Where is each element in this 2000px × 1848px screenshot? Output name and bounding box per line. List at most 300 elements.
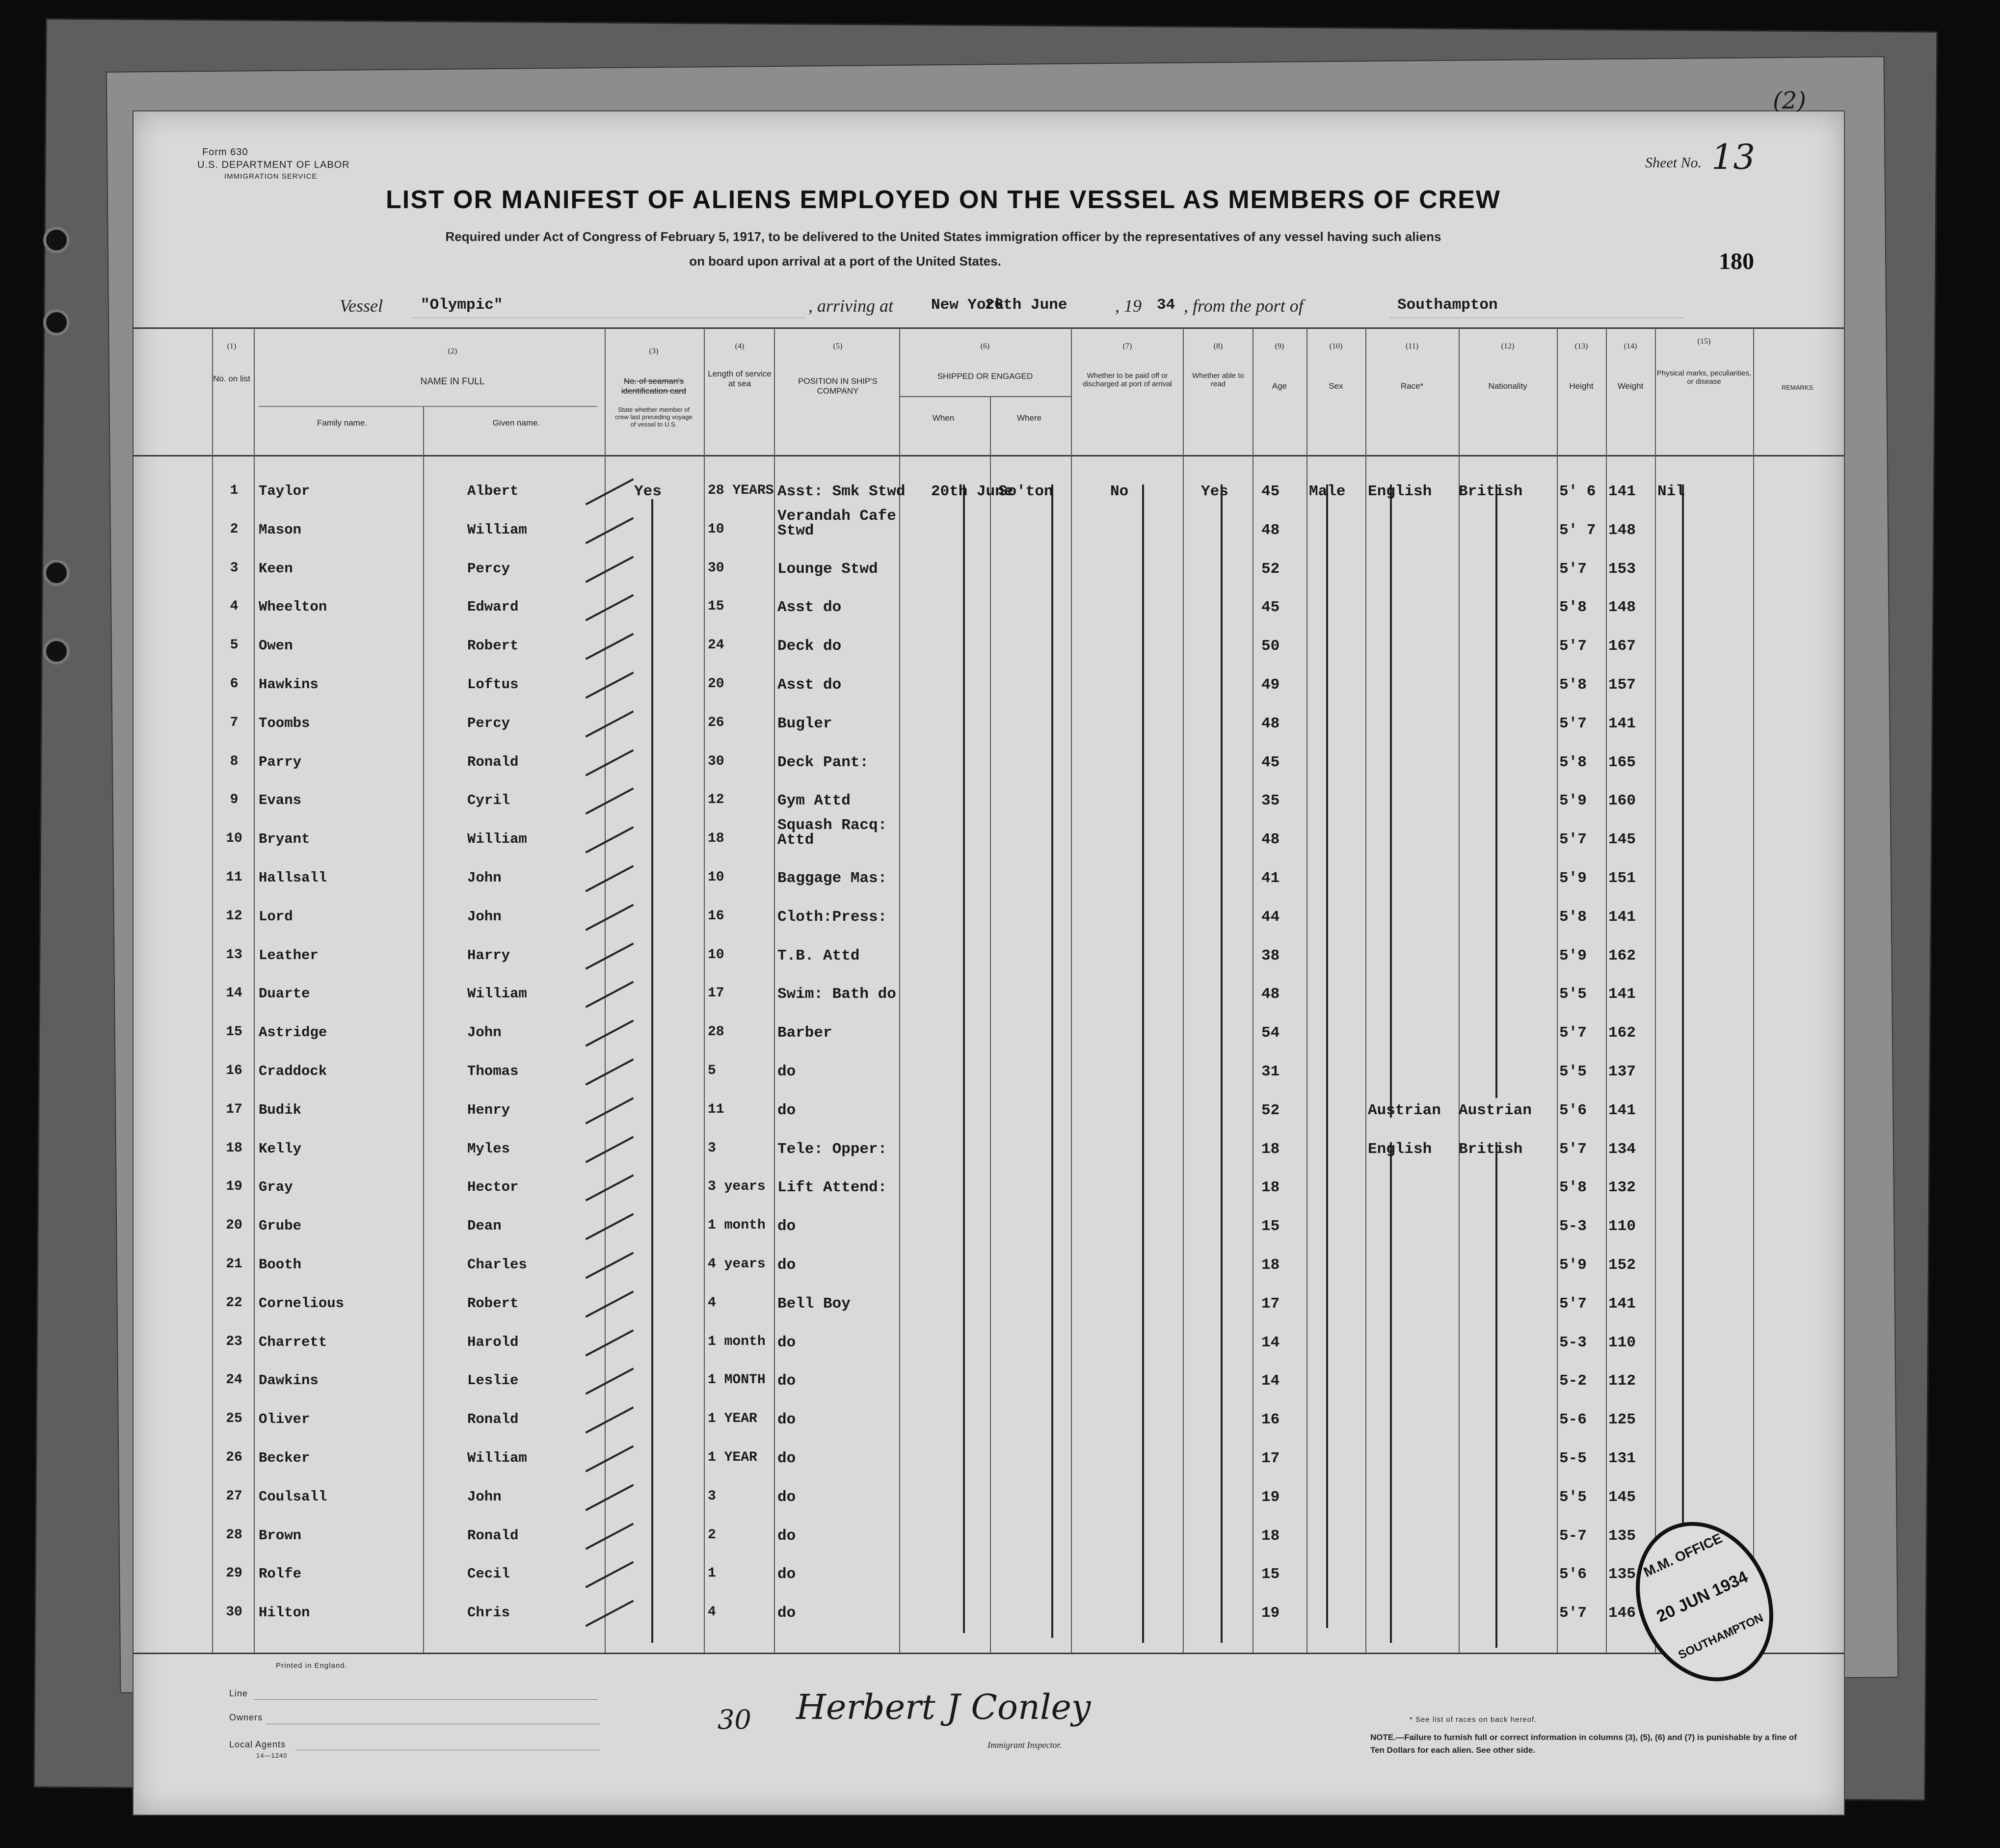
row-number-cell: 30 (226, 1605, 242, 1620)
position-cell: do (777, 1372, 796, 1390)
row-number-cell: 18 (226, 1140, 242, 1156)
height-cell: 5'7 (1559, 1024, 1587, 1042)
length-of-service-cell: 30 (708, 753, 724, 769)
given-name-cell: John (467, 1024, 502, 1041)
penalty-note: NOTE.—Failure to furnish full or correct information in columns (3), (5), (6) and (7) is punishable by a fine of Ten Dollars for each alien. See other side. (1370, 1733, 1797, 1755)
length-of-service-cell: 15 (708, 599, 724, 615)
family-name-cell: Astridge (259, 1024, 327, 1041)
table-row (133, 1168, 1844, 1207)
col-age: Age (1272, 381, 1287, 391)
height-cell: 5'8 (1559, 908, 1587, 926)
height-cell: 5-5 (1559, 1450, 1587, 1467)
previous-voyage-cell: Yes (634, 483, 662, 500)
weight-cell: 110 (1608, 1218, 1636, 1235)
arrival-year: 34 (1157, 296, 1175, 314)
height-cell: 5'5 (1559, 986, 1587, 1003)
age-cell: 38 (1261, 947, 1280, 964)
weight-cell: 141 (1608, 1295, 1636, 1312)
given-name-cell: Cecil (467, 1566, 510, 1582)
age-cell: 41 (1261, 870, 1280, 887)
col3-number: (3) (649, 347, 659, 355)
age-cell: 17 (1261, 1450, 1280, 1467)
given-name-cell: Hector (467, 1179, 519, 1196)
table-row (133, 898, 1844, 937)
col12-number: (12) (1501, 342, 1515, 350)
table-row (133, 781, 1844, 820)
weight-cell: 157 (1608, 676, 1636, 694)
row-number-cell: 14 (226, 986, 242, 1001)
given-name-cell: Albert (467, 483, 519, 499)
race-cell: Austrian (1368, 1101, 1441, 1119)
form-code: 14—1240 (256, 1752, 288, 1759)
nationality-cell: British (1459, 1140, 1523, 1158)
family-name-cell: Craddock (259, 1063, 327, 1079)
col-physical-marks: Physical marks, peculiarities, or disease (1656, 369, 1752, 386)
corner-mark: (2) (1773, 87, 1806, 114)
age-cell: 15 (1261, 1218, 1280, 1235)
col-name-in-full: NAME IN FULL (420, 376, 485, 387)
row-number-cell: 8 (230, 753, 239, 769)
row-number-cell: 7 (230, 715, 239, 730)
position-cell: Gym Attd (777, 792, 851, 810)
page-number: 180 (1719, 248, 1754, 274)
length-of-service-cell: 3 years (708, 1179, 766, 1195)
col-race: Race* (1400, 381, 1424, 391)
weight-cell: 141 (1608, 908, 1636, 926)
length-of-service-cell: 24 (708, 638, 724, 653)
position-cell: Asst: Smk Stwd (777, 483, 906, 500)
height-cell: 5'8 (1559, 676, 1587, 694)
length-of-service-cell: 4 (708, 1605, 716, 1620)
inspector-signature: Herbert J Conley (796, 1687, 1091, 1727)
weight-cell: 148 (1608, 599, 1636, 616)
given-name-cell: John (467, 908, 502, 925)
row-number-cell: 3 (230, 560, 239, 576)
family-name-cell: Parry (259, 753, 302, 770)
race-cell: English (1368, 1140, 1432, 1158)
col-when: When (932, 413, 955, 423)
position-cell: do (777, 1334, 796, 1351)
given-name-cell: Chris (467, 1605, 510, 1621)
col-position: POSITION IN SHIP'S COMPANY (798, 376, 878, 396)
family-name-cell: Grube (259, 1218, 302, 1234)
row-number-cell: 5 (230, 638, 239, 653)
given-name-cell: Ronald (467, 1527, 519, 1544)
height-cell: 5'7 (1559, 1605, 1587, 1622)
position-cell: do (777, 1527, 796, 1545)
length-of-service-cell: 10 (708, 870, 724, 885)
height-cell: 5-7 (1559, 1527, 1587, 1545)
length-of-service-cell: 17 (708, 986, 724, 1001)
table-row (133, 1517, 1844, 1555)
arriving-label: , arriving at (808, 296, 894, 316)
weight-cell: 162 (1608, 1024, 1636, 1042)
height-cell: 5'5 (1559, 1063, 1587, 1080)
table-row (133, 1091, 1844, 1130)
table-row (133, 472, 1844, 511)
length-of-service-cell: 12 (708, 792, 724, 808)
row-number-cell: 24 (226, 1372, 242, 1388)
family-name-cell: Wheelton (259, 599, 327, 616)
age-cell: 48 (1261, 831, 1280, 849)
position-cell: do (777, 1605, 796, 1622)
race-note: * See list of races on back hereof. (1410, 1715, 1537, 1724)
weight-cell: 151 (1608, 870, 1636, 887)
given-name-cell: John (467, 1488, 502, 1505)
stamp-top: M.M. OFFICE (1641, 1530, 1725, 1580)
shipped-where-cell: So'ton (998, 483, 1053, 500)
weight-cell: 125 (1608, 1411, 1636, 1429)
given-name-cell: Henry (467, 1101, 510, 1118)
col6-number: (6) (980, 342, 990, 350)
position-cell: do (777, 1101, 796, 1119)
family-name-cell: Toombs (259, 715, 310, 731)
table-row (133, 1130, 1844, 1169)
col5-number: (5) (833, 342, 843, 350)
row-number-cell: 20 (226, 1218, 242, 1233)
length-of-service-cell: 1 month (708, 1334, 766, 1349)
family-name-cell: Duarte (259, 986, 310, 1002)
length-of-service-cell: 16 (708, 908, 724, 924)
from-label: , from the port of (1184, 296, 1304, 316)
manifest-sheet (133, 87, 1845, 1816)
age-cell: 45 (1261, 599, 1280, 616)
position-cell: do (777, 1411, 796, 1429)
length-of-service-cell: 1 month (708, 1218, 766, 1233)
family-name-cell: Keen (259, 560, 293, 577)
table-row (133, 507, 1844, 550)
weight-cell: 153 (1608, 560, 1636, 578)
given-name-cell: Leslie (467, 1372, 519, 1389)
given-name-cell: Percy (467, 715, 510, 731)
col-previous-voyage: State whether member of crew last preceding voyage of vessel to U.S. (615, 406, 693, 428)
length-of-service-cell: 1 YEAR (708, 1450, 757, 1465)
position-cell: do (777, 1063, 796, 1080)
family-name-cell: Budik (259, 1101, 302, 1118)
family-name-cell: Gray (259, 1179, 293, 1196)
family-name-cell: Dawkins (259, 1372, 319, 1389)
family-name-cell: Hallsall (259, 870, 327, 886)
row-number-cell: 23 (226, 1334, 242, 1349)
family-name-cell: Becker (259, 1450, 310, 1466)
length-of-service-cell: 20 (708, 676, 724, 692)
age-cell: 45 (1261, 483, 1280, 500)
height-cell: 5'7 (1559, 1295, 1587, 1312)
col11-number: (11) (1405, 342, 1419, 350)
length-of-service-cell: 1 (708, 1566, 716, 1581)
position-cell: do (777, 1566, 796, 1583)
length-of-service-cell: 1 YEAR (708, 1411, 757, 1427)
table-row (133, 627, 1844, 666)
position-cell: Bugler (777, 715, 832, 732)
age-cell: 52 (1261, 1101, 1280, 1119)
service: IMMIGRATION SERVICE (224, 172, 318, 181)
length-of-service-cell: 4 (708, 1295, 716, 1311)
weight-cell: 141 (1608, 715, 1636, 732)
row-number-cell: 19 (226, 1179, 242, 1195)
given-name-cell: Robert (467, 638, 519, 654)
length-of-service-cell: 18 (708, 831, 724, 847)
given-name-cell: Dean (467, 1218, 502, 1234)
given-name-cell: William (467, 1450, 527, 1466)
row-number-cell: 16 (226, 1063, 242, 1078)
family-name-cell: Evans (259, 792, 302, 809)
age-cell: 14 (1261, 1372, 1280, 1390)
given-name-cell: Harold (467, 1334, 519, 1350)
weight-cell: 141 (1608, 986, 1636, 1003)
given-name-cell: Charles (467, 1257, 527, 1273)
document-title: LIST OR MANIFEST OF ALIENS EMPLOYED ON THE VESSEL AS MEMBERS OF CREW (386, 186, 1501, 214)
subtitle-line-2: on board upon arrival at a port of the United States. (689, 254, 1001, 268)
age-cell: 31 (1261, 1063, 1280, 1080)
height-cell: 5-6 (1559, 1411, 1587, 1429)
height-cell: 5'8 (1559, 599, 1587, 616)
length-of-service-cell: 30 (708, 560, 724, 576)
height-cell: 5'7 (1559, 831, 1587, 849)
age-cell: 49 (1261, 676, 1280, 694)
weight-cell: 134 (1608, 1140, 1636, 1158)
row-number-cell: 26 (226, 1450, 242, 1465)
table-row (133, 550, 1844, 589)
family-name-cell: Hawkins (259, 676, 319, 693)
position-cell: do (777, 1257, 796, 1274)
row-number-cell: 1 (230, 483, 239, 498)
col8-number: (8) (1213, 342, 1223, 350)
nationality-cell: Austrian (1459, 1101, 1532, 1119)
arrival-date: 26th June (985, 296, 1067, 314)
family-name-cell: Taylor (259, 483, 310, 499)
punch-hole (43, 638, 70, 665)
nationality-cell: British (1459, 483, 1523, 500)
able-to-read-cell: Yes (1201, 483, 1228, 500)
age-cell: 19 (1261, 1488, 1280, 1506)
age-cell: 48 (1261, 521, 1280, 539)
given-name-cell: William (467, 521, 527, 538)
age-cell: 54 (1261, 1024, 1280, 1042)
table-row (133, 704, 1844, 743)
position-cell: Asst do (777, 599, 842, 616)
table-row (133, 1052, 1844, 1091)
col14-number: (14) (1624, 342, 1637, 350)
height-cell: 5'9 (1559, 792, 1587, 810)
height-cell: 5'7 (1559, 638, 1587, 655)
height-cell: 5' 6 (1559, 483, 1596, 500)
col15-number: (15) (1697, 337, 1711, 346)
col-height: Height (1569, 381, 1594, 391)
weight-cell: 141 (1608, 483, 1636, 500)
weight-cell: 145 (1608, 1488, 1636, 1506)
given-name-cell: Thomas (467, 1063, 519, 1079)
col-seaman-card: No. of seaman's identification card (621, 376, 687, 396)
col-where: Where (1016, 413, 1042, 423)
sheet-number: 13 (1711, 137, 1756, 177)
height-cell: 5'6 (1559, 1566, 1587, 1583)
height-cell: 5'9 (1559, 870, 1587, 887)
col9-number: (9) (1275, 342, 1284, 350)
row-number-cell: 22 (226, 1295, 242, 1311)
family-name-cell: Cornelious (259, 1295, 345, 1312)
row-number-cell: 13 (226, 947, 242, 963)
given-name-cell: Loftus (467, 676, 519, 693)
position-cell: T.B. Attd (777, 947, 860, 964)
length-of-service-cell: 10 (708, 521, 724, 537)
given-name-cell: William (467, 986, 527, 1002)
position-cell: Lounge Stwd (777, 560, 878, 578)
length-of-service-cell: 1 MONTH (708, 1372, 766, 1388)
age-cell: 15 (1261, 1566, 1280, 1583)
row-number-cell: 2 (230, 521, 239, 537)
col-length-of-service: Length of service at sea (708, 369, 772, 388)
col13-number: (13) (1574, 342, 1588, 350)
family-name-cell: Booth (259, 1257, 302, 1273)
age-cell: 48 (1261, 986, 1280, 1003)
col-weight: Weight (1617, 381, 1644, 391)
given-name-cell: William (467, 831, 527, 848)
table-row (133, 1439, 1844, 1478)
height-cell: 5-3 (1559, 1218, 1587, 1235)
shipped-when-cell: 20th June (931, 483, 1013, 500)
age-cell: 45 (1261, 753, 1280, 771)
length-of-service-cell: 10 (708, 947, 724, 963)
row-number-cell: 21 (226, 1257, 242, 1272)
row-number-cell: 15 (226, 1024, 242, 1040)
given-name-cell: Myles (467, 1140, 510, 1157)
table-row (133, 1594, 1844, 1633)
row-number-cell: 10 (226, 831, 242, 847)
age-cell: 14 (1261, 1334, 1280, 1351)
age-cell: 50 (1261, 638, 1280, 655)
col4-number: (4) (735, 342, 745, 350)
race-cell: English (1368, 483, 1432, 500)
age-cell: 18 (1261, 1527, 1280, 1545)
age-cell: 52 (1261, 560, 1280, 578)
given-name-cell: Harry (467, 947, 510, 964)
weight-cell: 145 (1608, 831, 1636, 849)
position-cell: Lift Attend: (777, 1179, 887, 1197)
given-name-cell: Ronald (467, 1411, 519, 1428)
position-cell: Baggage Mas: (777, 870, 887, 887)
table-row (133, 1400, 1844, 1439)
position-cell: do (777, 1218, 796, 1235)
position-cell: Squash Racq: Attd (777, 817, 887, 849)
form-number: Form 630 (202, 147, 248, 158)
row-number-cell: 28 (226, 1527, 242, 1543)
table-row (133, 588, 1844, 627)
row-number-cell: 4 (230, 599, 239, 615)
arriving-port: New York (931, 296, 1004, 314)
family-name-cell: Mason (259, 521, 302, 538)
table-row (133, 1323, 1844, 1362)
family-name-cell: Lord (259, 908, 293, 925)
age-cell: 48 (1261, 715, 1280, 732)
weight-cell: 152 (1608, 1257, 1636, 1274)
table-row (133, 975, 1844, 1014)
age-cell: 44 (1261, 908, 1280, 926)
paid-off-cell: No (1110, 483, 1129, 500)
weight-cell: 137 (1608, 1063, 1636, 1080)
table-row (133, 1478, 1844, 1517)
line-label: Line (229, 1688, 248, 1698)
from-port: Southampton (1397, 296, 1498, 314)
col7-number: (7) (1122, 342, 1132, 350)
family-name-cell: Charrett (259, 1334, 327, 1350)
punch-hole (43, 227, 70, 253)
weight-cell: 148 (1608, 521, 1636, 539)
position-cell: Tele: Opper: (777, 1140, 887, 1158)
height-cell: 5'7 (1559, 560, 1587, 578)
punch-hole (43, 309, 70, 336)
table-row (133, 1014, 1844, 1052)
col-paid-off: Whether to be paid off or discharged at port of arrival (1083, 372, 1172, 388)
position-cell: Barber (777, 1024, 832, 1042)
col-nationality: Nationality (1488, 381, 1527, 391)
family-name-cell: Coulsall (259, 1488, 327, 1505)
col-shipped-engaged: SHIPPED OR ENGAGED (937, 372, 1033, 381)
weight-cell: 112 (1608, 1372, 1636, 1390)
height-cell: 5'7 (1559, 1140, 1587, 1158)
given-name-cell: Robert (467, 1295, 519, 1312)
position-cell: Swim: Bath do (777, 986, 896, 1003)
family-name-cell: Kelly (259, 1140, 302, 1157)
family-name-cell: Hilton (259, 1605, 310, 1621)
sex-cell: Male (1309, 483, 1346, 500)
table-row (133, 1207, 1844, 1246)
row-number-cell: 12 (226, 908, 242, 924)
position-cell: do (777, 1488, 796, 1506)
weight-cell: 110 (1608, 1334, 1636, 1351)
height-cell: 5-2 (1559, 1372, 1587, 1390)
col2-number: (2) (448, 347, 457, 355)
given-name-cell: John (467, 870, 502, 886)
row-number-cell: 6 (230, 676, 239, 692)
age-cell: 18 (1261, 1179, 1280, 1197)
table-row (133, 817, 1844, 859)
length-of-service-cell: 3 (708, 1488, 716, 1504)
position-cell: Bell Boy (777, 1295, 851, 1312)
length-of-service-cell: 11 (708, 1101, 724, 1117)
col-no-on-list: No. on list (213, 374, 250, 383)
age-cell: 19 (1261, 1605, 1280, 1622)
given-name-cell: Percy (467, 560, 510, 577)
row-number-cell: 11 (226, 870, 242, 885)
age-cell: 35 (1261, 792, 1280, 810)
punch-hole (43, 560, 70, 586)
height-cell: 5'7 (1559, 715, 1587, 732)
row-number-cell: 17 (226, 1101, 242, 1117)
sheet-label: Sheet No. (1645, 155, 1702, 171)
weight-cell: 131 (1608, 1450, 1636, 1467)
position-cell: Deck do (777, 638, 842, 655)
weight-cell: 167 (1608, 638, 1636, 655)
col-able-to-read: Whether able to read (1192, 372, 1244, 388)
inspector-label: Immigrant Inspector. (987, 1740, 1062, 1750)
weight-cell: 160 (1608, 792, 1636, 810)
length-of-service-cell: 28 YEARS (708, 483, 774, 498)
row-number-cell: 29 (226, 1566, 242, 1581)
height-cell: 5'8 (1559, 1179, 1587, 1197)
col10-number: (10) (1329, 342, 1343, 350)
length-of-service-cell: 28 (708, 1024, 724, 1040)
length-of-service-cell: 26 (708, 715, 724, 730)
height-cell: 5'8 (1559, 753, 1587, 771)
vessel-name: "Olympic" (421, 296, 503, 314)
age-cell: 17 (1261, 1295, 1280, 1312)
weight-cell: 162 (1608, 947, 1636, 964)
height-cell: 5'9 (1559, 947, 1587, 964)
position-cell: Asst do (777, 676, 842, 694)
col1-number: (1) (227, 342, 237, 350)
position-cell: Deck Pant: (777, 753, 869, 771)
